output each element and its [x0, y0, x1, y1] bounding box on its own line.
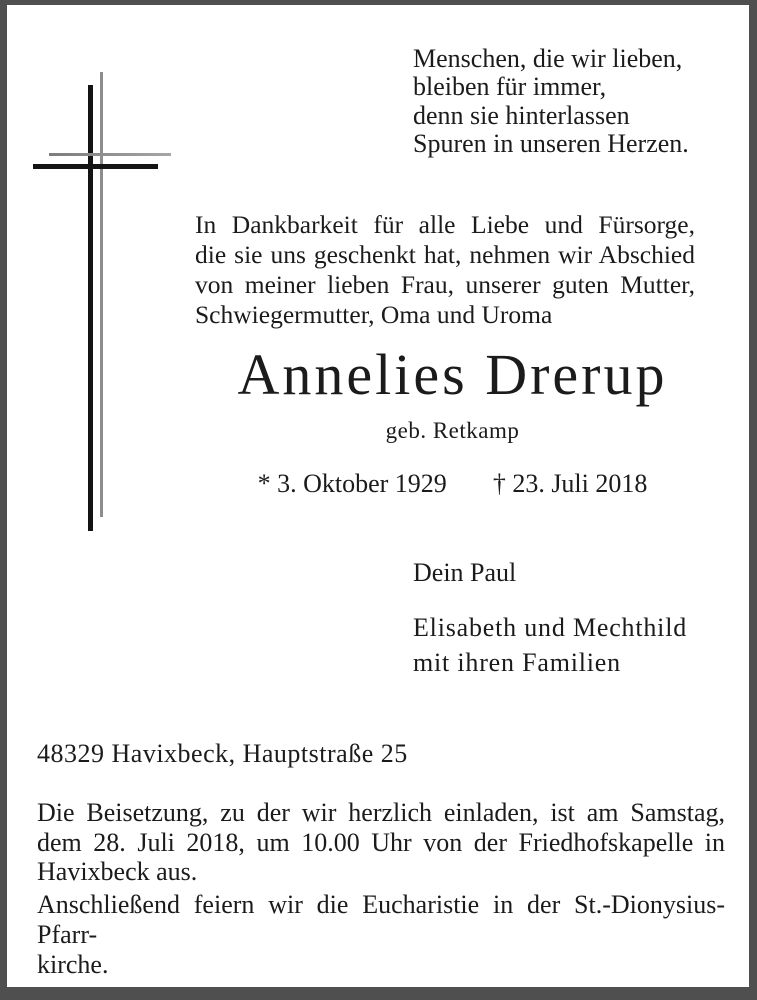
eucharist-line: Anschließend feiern wir die Eucharistie in der St.-Dionysius-Pfarr-	[37, 890, 725, 949]
intro-line: von meiner lieben Frau, unserer guten Mutter,	[195, 270, 695, 299]
intro-line: die sie uns geschenkt hat, nehmen wir Abschied	[195, 240, 695, 269]
funeral-details-paragraph	[37, 798, 725, 887]
poem-line: bleiben für immer,	[413, 72, 607, 102]
address-line: 48329 Havixbeck, Hauptstraße 25	[37, 739, 408, 768]
cross-vertical-bar-black-icon	[88, 85, 93, 531]
mourner-family-line: mit ihren Familien	[413, 648, 621, 677]
maiden-name: geb. Retkamp	[385, 418, 520, 443]
funeral-line: Havixbeck aus.	[37, 857, 198, 886]
funeral-line: Die Beisetzung, zu der wir herzlich einladen, ist am Samstag,	[37, 798, 725, 827]
cross-horizontal-bar-black-icon	[33, 164, 158, 169]
birth-date: * 3. Oktober 1929	[257, 469, 447, 498]
intro-line: In Dankbarkeit für alle Liebe und Fürsorge,	[195, 210, 695, 239]
cross-horizontal-bar-gray-icon	[49, 153, 171, 156]
poem-line: Spuren in unseren Herzen.	[413, 128, 689, 158]
deceased-name: Annelies Drerup	[237, 342, 668, 407]
poem-line: Menschen, die wir lieben,	[413, 44, 683, 73]
intro-paragraph	[195, 210, 695, 330]
poem-line: denn sie hinterlassen	[413, 100, 630, 130]
mourner-family	[413, 610, 687, 680]
eucharist-paragraph	[37, 890, 725, 980]
condolence-poem	[413, 45, 689, 158]
funeral-line: dem 28. Juli 2018, um 10.00 Uhr von der Friedhofskapelle in	[37, 827, 725, 857]
cross-vertical-bar-gray-icon	[100, 72, 103, 517]
life-dates	[195, 469, 710, 499]
eucharist-line: kirche.	[37, 950, 109, 979]
intro-line: Schwiegermutter, Oma und Uroma	[195, 300, 553, 329]
mourner-spouse: Dein Paul	[413, 558, 517, 587]
death-date: † 23. Juli 2018	[492, 469, 648, 498]
mourner-family-line: Elisabeth und Mechthild	[413, 613, 688, 642]
